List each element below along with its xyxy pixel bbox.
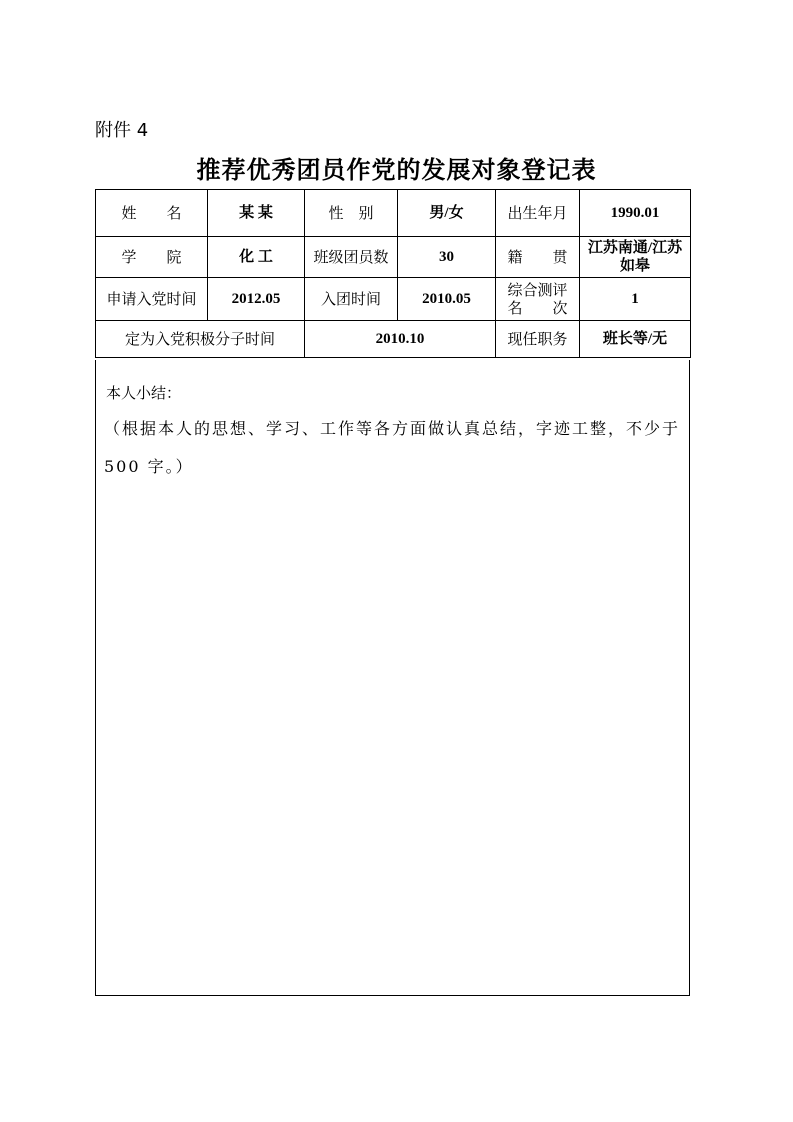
college-value: 化 工 — [208, 237, 305, 278]
summary-heading: 本人小结： — [106, 384, 182, 402]
attachment-label: 附件 4 — [95, 120, 149, 141]
birth-value: 1990.01 — [580, 190, 691, 237]
college-label: 学 院 — [96, 237, 208, 278]
name-value: 某 某 — [208, 190, 305, 237]
league-time-value: 2010.05 — [398, 278, 496, 321]
rank-value: 1 — [580, 278, 691, 321]
class-members-value: 30 — [398, 237, 496, 278]
origin-label: 籍 贯 — [496, 237, 580, 278]
gender-value: 男/女 — [398, 190, 496, 237]
birth-label: 出生年月 — [496, 190, 580, 237]
summary-instruction: （根据本人的思想、学习、工作等各方面做认真总结，字迹工整，不少于 500 字。） — [104, 419, 681, 476]
apply-time-value: 2012.05 — [208, 278, 305, 321]
position-label: 现任职务 — [496, 321, 580, 358]
apply-time-label: 申请入党时间 — [96, 278, 208, 321]
name-label: 姓 名 — [96, 190, 208, 237]
table-row — [96, 237, 691, 278]
table-row — [96, 321, 691, 358]
table-row — [96, 278, 691, 321]
registration-table — [95, 189, 691, 358]
rank-label-line2: 名 次 — [507, 299, 568, 317]
position-value: 班长等/无 — [580, 321, 691, 358]
league-time-label: 入团时间 — [305, 278, 398, 321]
gender-label: 性 别 — [305, 190, 398, 237]
origin-value: 江苏南通/江苏如皋 — [580, 237, 691, 278]
activist-time-value: 2010.10 — [305, 321, 496, 358]
rank-label-line1: 综合测评 — [507, 281, 568, 299]
activist-time-label: 定为入党积极分子时间 — [96, 321, 305, 358]
form-title: 推荐优秀团员作党的发展对象登记表 — [196, 155, 597, 184]
rank-label — [496, 278, 580, 321]
class-members-label: 班级团员数 — [305, 237, 398, 278]
summary-box — [95, 360, 690, 996]
table-row — [96, 190, 691, 237]
